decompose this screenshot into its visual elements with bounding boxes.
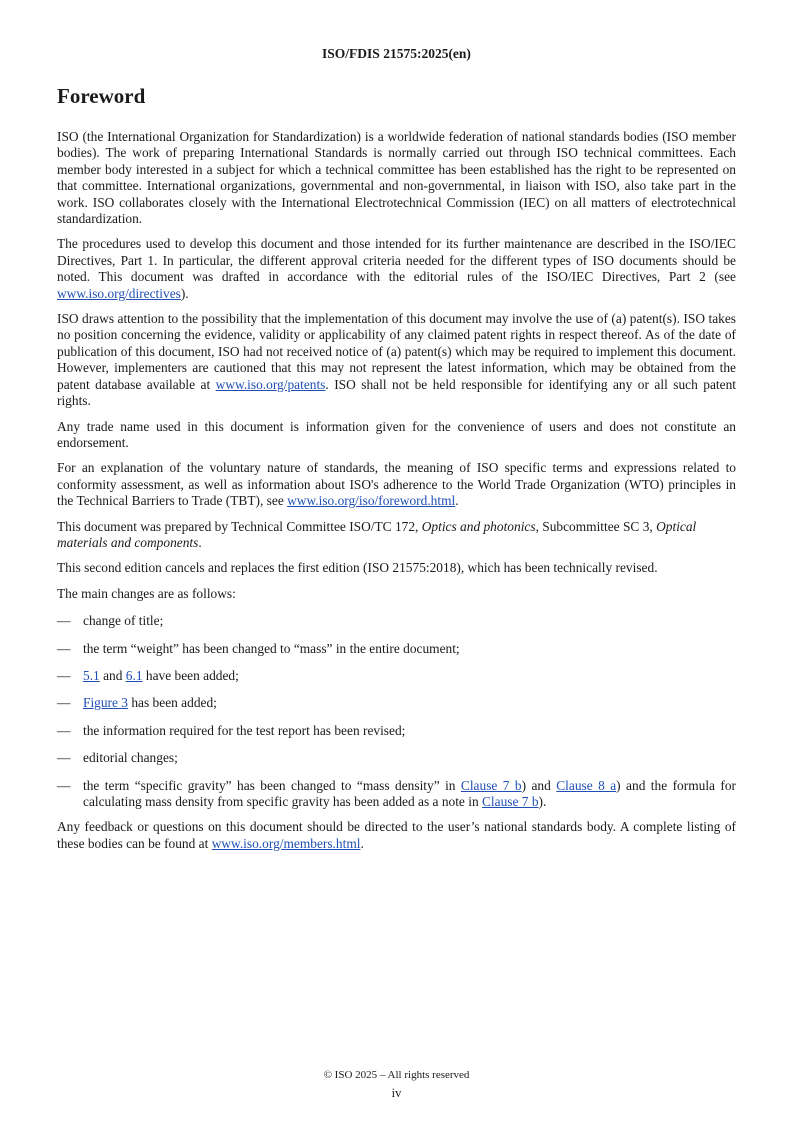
paragraph-main-changes-intro: The main changes are as follows: — [57, 585, 236, 601]
copyright-notice: © ISO 2025 – All rights reserved — [323, 1069, 470, 1081]
clause-7b-note-link[interactable]: Clause 7 b — [482, 794, 539, 809]
paragraph-procedures: The procedures used to develop this document and those intended for its further maintenance are described in the ISO/IEC Directives, Part 1. In particular, the different approval criteria needed for the different types of ISO documents should be noted. This document was drafted in accordance with the editorial rules of the ISO/IEC Directives, Part 2 (see www.iso.org/directives). — [57, 236, 736, 301]
clause-7b-link[interactable]: Clause 7 b — [460, 777, 522, 793]
changes-list — [57, 613, 736, 810]
clause-8a-link[interactable]: Clause 8 a — [556, 777, 617, 793]
foreword-body — [57, 129, 736, 861]
list-item: — the information required for the test report has been revised; — [57, 722, 406, 738]
paragraph-committee: This document was prepared by Technical Committee ISO/TC 172, Optics and photonics, Subcommittee SC 3, Optical materials and components. — [57, 518, 697, 550]
list-item: — Figure 3 has been added; — [57, 695, 217, 711]
paragraph-edition: This second edition cancels and replaces the first edition (ISO 21575:2018), which has been technically revised. — [57, 560, 658, 576]
list-item: — 5.1 and 6.1 have been added; — [57, 667, 239, 683]
directives-link[interactable]: www.iso.org/directives — [57, 285, 181, 301]
clause-6-1-link[interactable]: 6.1 — [125, 667, 143, 683]
members-link[interactable]: www.iso.org/members.html — [211, 835, 361, 851]
foreword-link[interactable]: www.iso.org/iso/foreword.html — [287, 493, 456, 509]
paragraph-trade-name: Any trade name used in this document is information given for the convenience of users and does not constitute an endorsement. — [57, 418, 736, 450]
paragraph-iso-intro: ISO (the International Organization for Standardization) is a worldwide federation of national standards bodies (ISO member bodies). The work of preparing International Standards is normally carried out through ISO technical committees. Each member body interested in a subject for which a technical committee has been established has the right to be represented on that committee. International organizations, governmental and non-governmental, in liaison with ISO, also take part in the work. ISO collaborates closely with the International Electrotechnical Commission (IEC) on all matters of electrotechnical standardization. — [57, 129, 736, 227]
paragraph-voluntary-nature: For an explanation of the voluntary nature of standards, the meaning of ISO specific terms and expressions related to conformity assessment, as well as information about ISO's adherence to the World Trade Organization (WTO) principles in the Technical Barriers to Trade (TBT), see www.iso.org/iso/foreword.html. — [57, 460, 736, 509]
figure-3-link[interactable]: Figure 3 — [83, 695, 129, 711]
list-item: — editorial changes; — [57, 750, 178, 766]
patents-link[interactable]: www.iso.org/patents — [215, 376, 326, 392]
paragraph-feedback: Any feedback or questions on this document should be directed to the user’s national standards body. A complete listing of these bodies can be found at www.iso.org/members.html. — [57, 819, 736, 851]
document-id-header: ISO/FDIS 21575:2025(en) — [322, 46, 471, 61]
list-item: — change of title; — [57, 613, 164, 629]
clause-5-1-link[interactable]: 5.1 — [83, 667, 100, 683]
page-title: Foreword — [57, 84, 146, 108]
page-number: iv — [391, 1086, 402, 1100]
list-item: — the term “specific gravity” has been changed to “mass density” in Clause 7 b) and Clause 8 a) and the formula for calculating mass density from specific gravity has been added as a note in Clause 7 b). — [57, 777, 737, 809]
paragraph-patents: ISO draws attention to the possibility that the implementation of this document may involve the use of (a) patent(s). ISO takes no position concerning the evidence, validity or applicability of any claimed patent rights in respect thereof. As of the date of publication of this document, ISO had not received notice of (a) patent(s) which may be required to implement this document. However, implementers are cautioned that this may not represent the latest information, which may be obtained from the patent database available at www.iso.org/patents. ISO shall not be held responsible for identifying any or all such patent rights. — [57, 311, 736, 409]
list-item: — the term “weight” has been changed to “mass” in the entire document; — [57, 640, 460, 656]
page-footer — [0, 1066, 793, 1102]
